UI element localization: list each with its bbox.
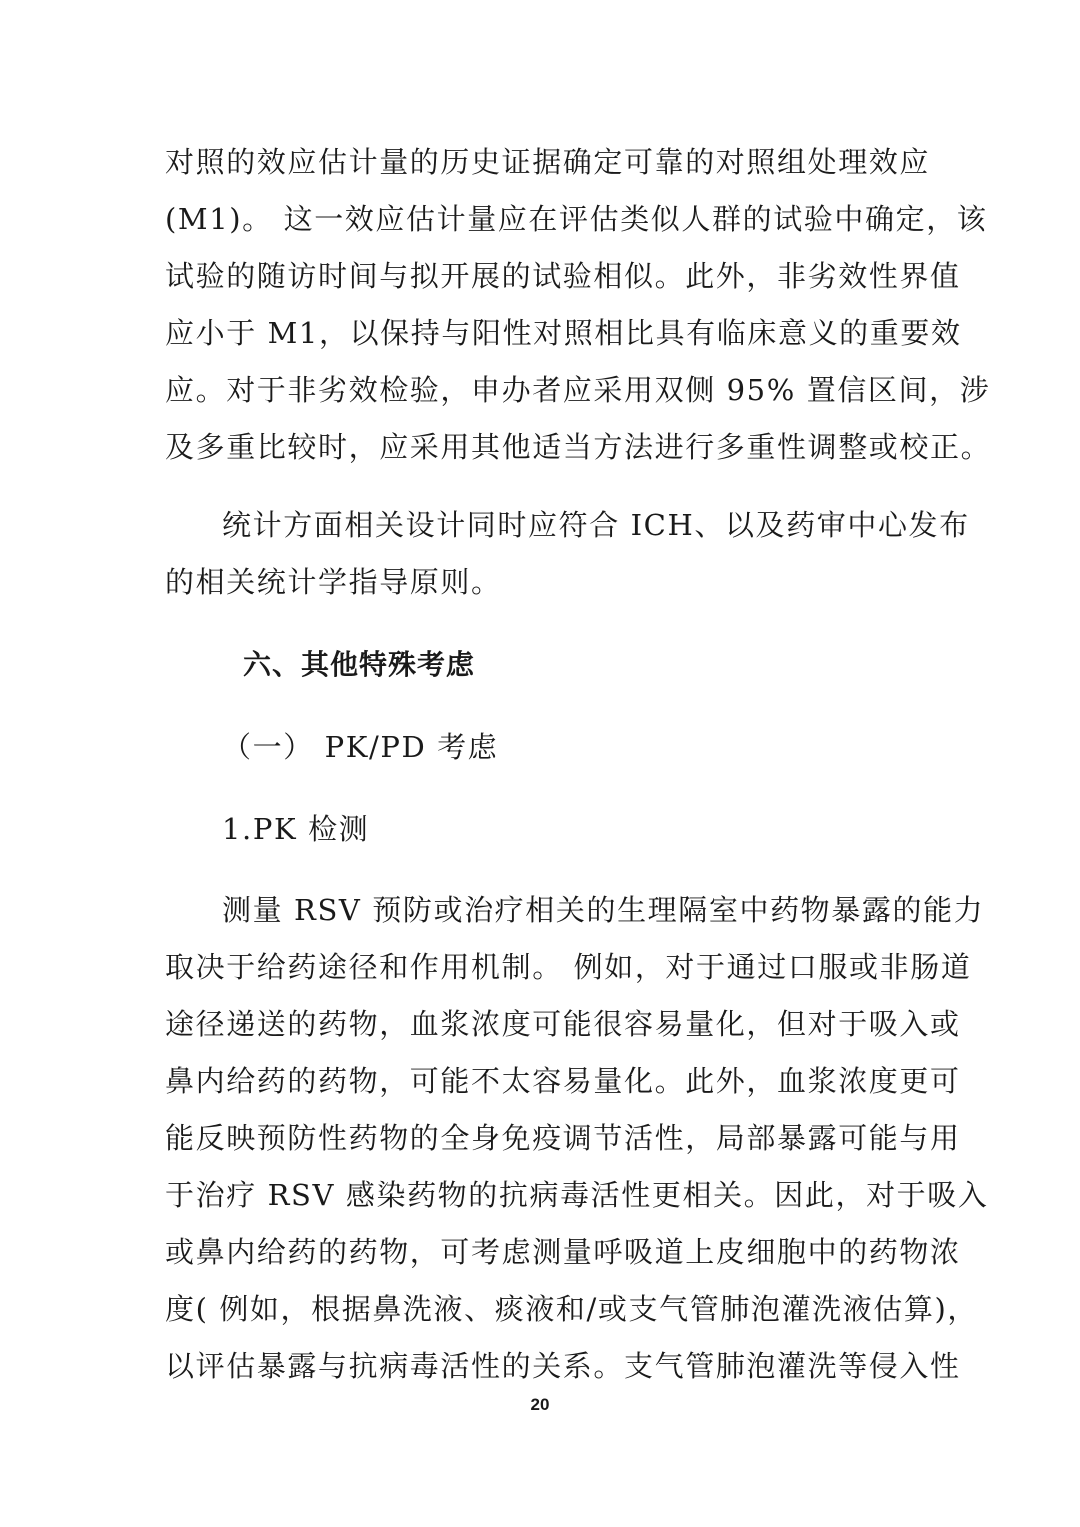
text-line: 度( 例如，根据鼻洗液、痰液和/或支气管肺泡灌洗液估算)， <box>165 1292 979 1326</box>
text-line: (M1)。 这一效应估计量应在评估类似人群的试验中确定，该 <box>165 202 988 236</box>
section-heading: 六、其他特殊考虑 <box>243 648 476 681</box>
text-line: 或鼻内给药的药物，可考虑测量呼吸道上皮细胞中的药物浓 <box>165 1235 961 1269</box>
text-line: 于治疗 RSV 感染药物的抗病毒活性更相关。因此，对于吸入 <box>165 1178 989 1212</box>
text-line: 测量 RSV 预防或治疗相关的生理隔室中药物暴露的能力 <box>222 893 985 927</box>
text-line: 鼻内给药的药物，可能不太容易量化。此外，血浆浓度更可 <box>165 1064 961 1098</box>
text-line: 应小于 M1，以保持与阳性对照相比具有临床意义的重要效 <box>165 316 962 350</box>
text-line: 对照的效应估计量的历史证据确定可靠的对照组处理效应 <box>165 145 931 179</box>
text-line: 途径递送的药物，血浆浓度可能很容易量化，但对于吸入或 <box>165 1007 961 1041</box>
text-line: 能反映预防性药物的全身免疫调节活性，局部暴露可能与用 <box>165 1121 961 1155</box>
item-heading: 1.PK 检测 <box>222 812 370 846</box>
text-line: 统计方面相关设计同时应符合 ICH、以及药审中心发布 <box>222 508 970 542</box>
text-line: 及多重比较时，应采用其他适当方法进行多重性调整或校正。 <box>165 430 992 464</box>
subsection-heading: （一） PK/PD 考虑 <box>222 730 499 764</box>
text-line: 以评估暴露与抗病毒活性的关系。支气管肺泡灌洗等侵入性 <box>165 1349 961 1383</box>
text-line: 试验的随访时间与拟开展的试验相似。此外，非劣效性界值 <box>165 259 961 293</box>
text-line: 的相关统计学指导原则。 <box>165 565 502 599</box>
text-line: 应。对于非劣效检验，申办者应采用双侧 95% 置信区间，涉 <box>165 373 991 407</box>
page-number: 20 <box>530 1395 550 1414</box>
text-line: 取决于给药途径和作用机制。 例如，对于通过口服或非肠道 <box>165 950 972 984</box>
